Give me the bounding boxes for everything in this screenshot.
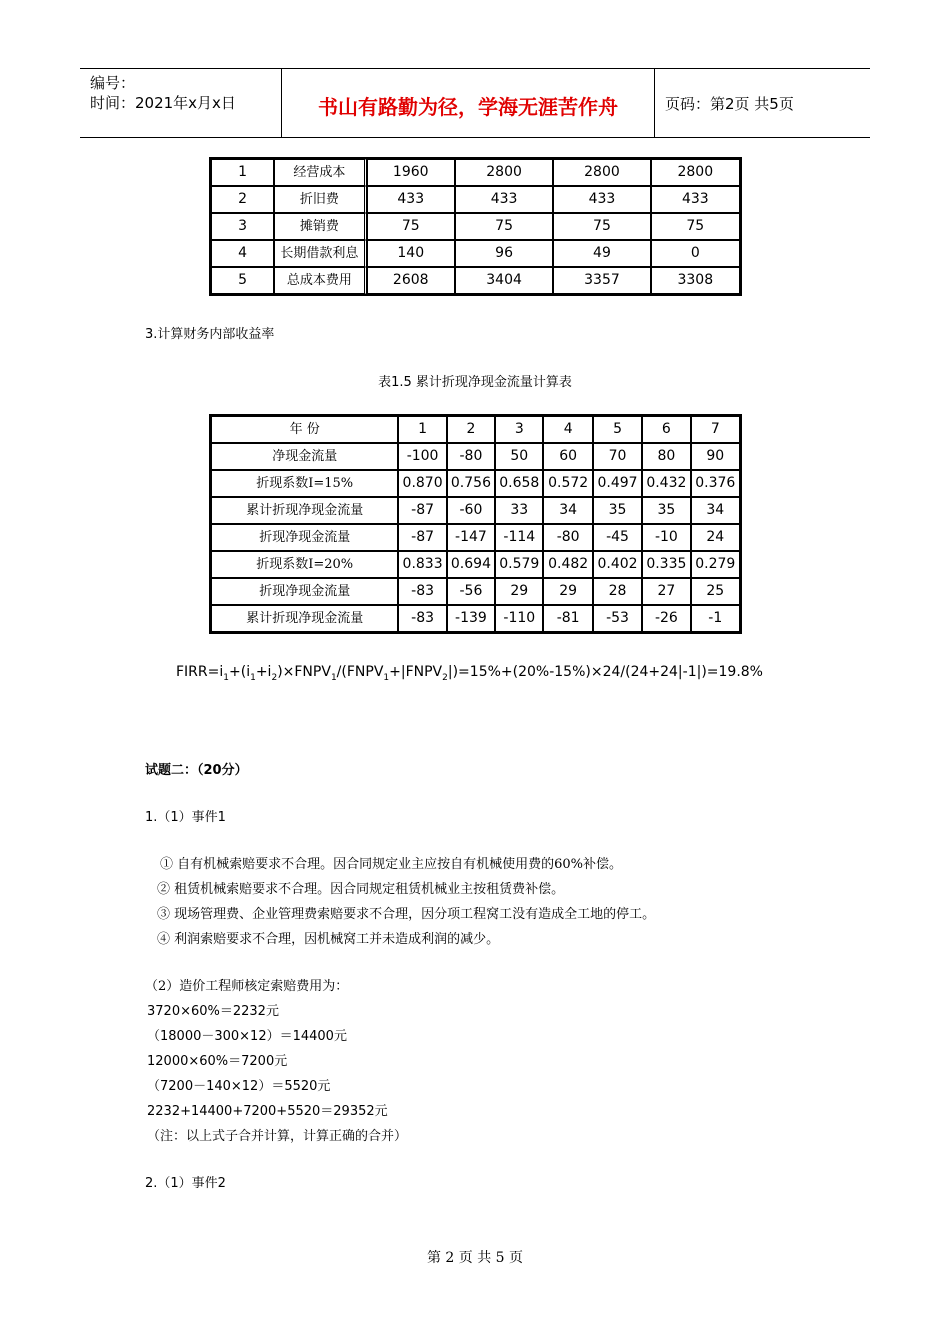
table-cell: -87 <box>398 524 446 551</box>
table-cell: -10 <box>642 524 690 551</box>
discounted-cashflow-table <box>209 414 742 634</box>
table-cell: -110 <box>495 605 543 632</box>
header-meta <box>90 73 236 113</box>
table-cell: 0.870 <box>398 470 446 497</box>
table-cell: 140 <box>367 240 455 267</box>
table-row <box>211 578 740 605</box>
table-row <box>211 213 740 240</box>
firr-formula <box>176 664 763 683</box>
calc-line: 12000×60%＝7200元 <box>147 1054 288 1069</box>
table-cell: 0.279 <box>691 551 740 578</box>
table-cell: 0.376 <box>691 470 740 497</box>
question-2-title: 试题二：（20分） <box>145 763 248 778</box>
question-2-item-1: 1.（1）事件1 <box>145 810 226 825</box>
table-row <box>211 416 740 443</box>
table-cell: 0.579 <box>495 551 543 578</box>
table-cell: 2608 <box>367 267 455 294</box>
table-cell: -80 <box>543 524 592 551</box>
table-cell: 2800 <box>455 159 553 186</box>
table-cell: 49 <box>553 240 650 267</box>
point-3: ③ 现场管理费、企业管理费索赔要求不合理，因分项工程窝工没有造成全工地的停工。 <box>157 907 656 922</box>
table-cell: 2800 <box>553 159 650 186</box>
table-cell: 0.694 <box>447 551 495 578</box>
formula-text: +i <box>255 664 272 680</box>
table-cell: 80 <box>642 443 690 470</box>
table-cell: -100 <box>398 443 446 470</box>
table-cell: 433 <box>367 186 455 213</box>
table-cell: 0.432 <box>642 470 690 497</box>
table-cell: 经营成本 <box>274 159 366 186</box>
table-cell: 433 <box>553 186 650 213</box>
table-cell: -83 <box>398 578 446 605</box>
table-cell: -1 <box>691 605 740 632</box>
question-2-item-2: 2.（1）事件2 <box>145 1176 226 1191</box>
calc-line: 2232+14400+7200+5520＝29352元 <box>147 1104 388 1119</box>
table-cell: -56 <box>447 578 495 605</box>
table-cell: 摊销费 <box>274 213 366 240</box>
point-1: ① 自有机械索赔要求不合理。因合同规定业主应按自有机械使用费的60%补偿。 <box>160 857 623 872</box>
table-cell: 90 <box>691 443 740 470</box>
table-row <box>211 551 740 578</box>
table-cell: 折现净现金流量 <box>211 524 398 551</box>
table-cell: -45 <box>593 524 642 551</box>
table-cell: 34 <box>691 497 740 524</box>
table-cell: 0.335 <box>642 551 690 578</box>
calc-line: 3720×60%＝2232元 <box>147 1004 279 1019</box>
table-cell: 0 <box>651 240 740 267</box>
formula-text: +(i <box>229 664 251 680</box>
table-cell: 0.756 <box>447 470 495 497</box>
table-cell: 28 <box>593 578 642 605</box>
table-cell: 2 <box>447 416 495 443</box>
formula-subscript: 2 <box>442 672 448 683</box>
table-cell: 433 <box>455 186 553 213</box>
table-cell: 75 <box>455 213 553 240</box>
table-cell: -26 <box>642 605 690 632</box>
table-cell: -147 <box>447 524 495 551</box>
table-cell: 折现系数I=15% <box>211 470 398 497</box>
table-cell: 净现金流量 <box>211 443 398 470</box>
table-row <box>211 240 740 267</box>
table-cell: 60 <box>543 443 592 470</box>
table-cell: 35 <box>642 497 690 524</box>
table-cell: 0.833 <box>398 551 446 578</box>
table-cell: 0.482 <box>543 551 592 578</box>
table-cell: 0.497 <box>593 470 642 497</box>
table-cell: 1960 <box>367 159 455 186</box>
table-cell: 96 <box>455 240 553 267</box>
table-cell: 累计折现净现金流量 <box>211 605 398 632</box>
formula-subscript: 1 <box>250 672 256 683</box>
table-cell: 2800 <box>651 159 740 186</box>
formula-subscript: 1 <box>330 672 337 683</box>
page-header <box>80 68 870 138</box>
point-2: ② 租赁机械索赔要求不合理。因合同规定租赁机械业主按租赁费补偿。 <box>157 882 565 897</box>
table-cell: 年 份 <box>211 416 398 443</box>
table-cell: 25 <box>691 578 740 605</box>
formula-text: +|FNPV <box>389 664 443 680</box>
table-cell: -53 <box>593 605 642 632</box>
table-cell: 1 <box>211 159 274 186</box>
calc-line: （7200－140×12）＝5520元 <box>147 1079 331 1094</box>
header-number: 编号： <box>90 74 136 92</box>
cost-table <box>209 157 742 296</box>
table-cell: 5 <box>593 416 642 443</box>
point-4: ④ 利润索赔要求不合理，因机械窝工并未造成利润的减少。 <box>157 932 500 947</box>
formula-text: FIRR=i <box>176 664 224 680</box>
table-cell: 1 <box>398 416 446 443</box>
table-cell: -80 <box>447 443 495 470</box>
table-cell: 75 <box>651 213 740 240</box>
table-cell: 3 <box>495 416 543 443</box>
table-cell: 3308 <box>651 267 740 294</box>
table-row <box>211 470 740 497</box>
table-cell: 29 <box>543 578 592 605</box>
formula-text: /(FNPV <box>336 664 384 680</box>
formula-subscript: 1 <box>223 672 229 683</box>
table-cell: 433 <box>651 186 740 213</box>
table-cell: 0.658 <box>495 470 543 497</box>
table-cell: 累计折现净现金流量 <box>211 497 398 524</box>
table-cell: 4 <box>211 240 274 267</box>
formula-subscript: 1 <box>383 672 390 683</box>
table-cell: 27 <box>642 578 690 605</box>
table-cell: 0.572 <box>543 470 592 497</box>
table-cell: 75 <box>553 213 650 240</box>
table-row <box>211 186 740 213</box>
table-cell: -114 <box>495 524 543 551</box>
table-cell: 70 <box>593 443 642 470</box>
formula-subscript: 2 <box>271 672 278 683</box>
table-cell: -139 <box>447 605 495 632</box>
formula-text: |)=15%+(20%-15%)×24/(24+24|-1|)=19.8% <box>447 664 763 680</box>
table-row <box>211 497 740 524</box>
header-motto: 书山有路勤为径，学海无涯苦作舟 <box>318 95 618 119</box>
header-page-info: 页码：第2页 共5页 <box>665 95 794 113</box>
table-row <box>211 159 740 186</box>
table-cell: 折现净现金流量 <box>211 578 398 605</box>
table-cell: 折旧费 <box>274 186 366 213</box>
table-row <box>211 524 740 551</box>
section-3-title: 3.计算财务内部收益率 <box>145 327 275 342</box>
header-time: 时间：2021年x月x日 <box>90 94 236 112</box>
table-row <box>211 443 740 470</box>
table-cell: -81 <box>543 605 592 632</box>
header-divider <box>654 69 655 137</box>
question-2-item-1-2: （2）造价工程师核定索赔费用为： <box>145 979 349 994</box>
table-cell: -83 <box>398 605 446 632</box>
table-cell: 3357 <box>553 267 650 294</box>
table-caption: 表1.5 累计折现净现金流量计算表 <box>378 375 572 390</box>
table-cell: 3 <box>211 213 274 240</box>
table-cell: 0.402 <box>593 551 642 578</box>
table-cell: 7 <box>691 416 740 443</box>
table-cell: 6 <box>642 416 690 443</box>
calc-note: （注：以上式子合并计算，计算正确的合并） <box>147 1129 408 1144</box>
table-cell: 34 <box>543 497 592 524</box>
calc-line: （18000－300×12）＝14400元 <box>147 1029 347 1044</box>
table-cell: 总成本费用 <box>274 267 366 294</box>
table-cell: -60 <box>447 497 495 524</box>
page-footer: 第 2 页 共 5 页 <box>426 1250 524 1266</box>
table-row <box>211 605 740 632</box>
formula-text: )×FNPV <box>277 664 331 680</box>
table-cell: 35 <box>593 497 642 524</box>
table-cell: 75 <box>367 213 455 240</box>
table-cell: -87 <box>398 497 446 524</box>
table-cell: 24 <box>691 524 740 551</box>
table-cell: 50 <box>495 443 543 470</box>
table-row <box>211 267 740 294</box>
table-cell: 长期借款利息 <box>274 240 366 267</box>
table-cell: 折现系数I=20% <box>211 551 398 578</box>
table-cell: 33 <box>495 497 543 524</box>
table-cell: 2 <box>211 186 274 213</box>
table-cell: 4 <box>543 416 592 443</box>
table-cell: 3404 <box>455 267 553 294</box>
table-cell: 5 <box>211 267 274 294</box>
table-cell: 29 <box>495 578 543 605</box>
